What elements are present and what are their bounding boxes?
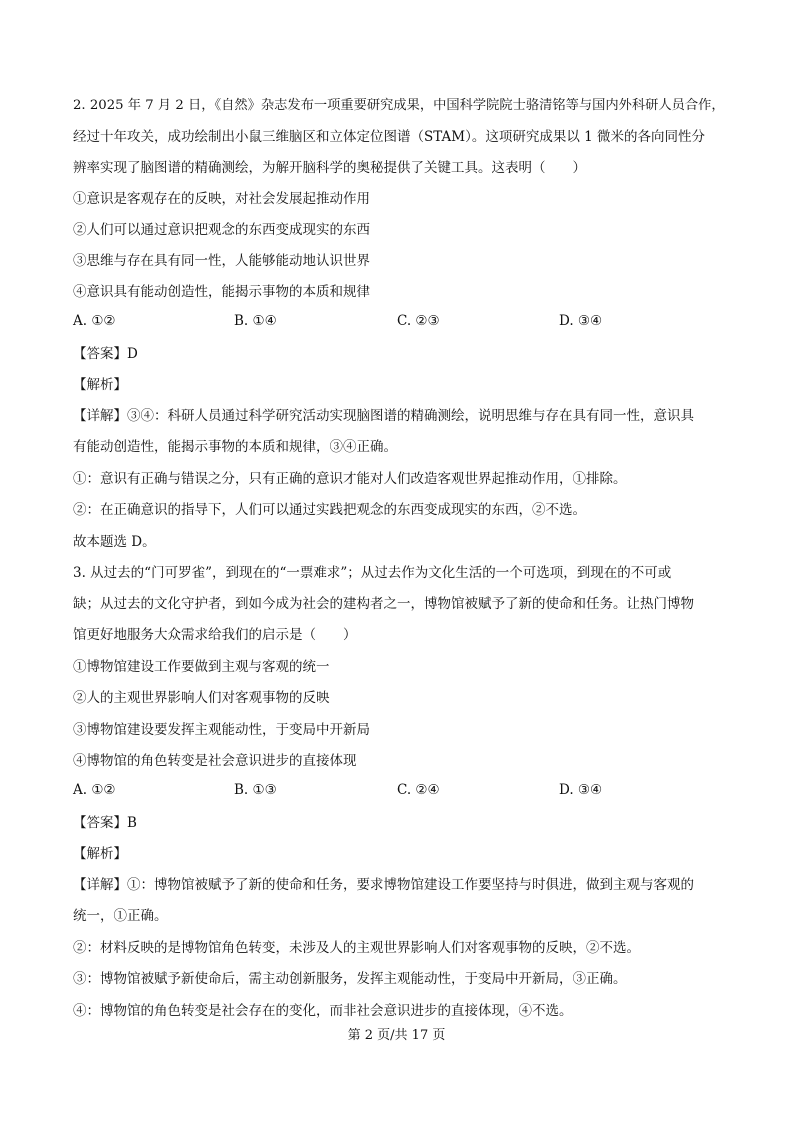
q2-options: [73, 313, 728, 333]
q3-option-c: C. ②④: [397, 782, 440, 798]
q2-answer: 【答案】D: [73, 346, 138, 362]
q3-stem-line-3: 馆更好地服务大众需求给我们的启示是（ ）: [73, 627, 357, 643]
q3-statement-4: ④博物馆的角色转变是社会意识进步的直接体现: [73, 753, 357, 769]
q2-option-c: C. ②③: [397, 313, 440, 329]
q3-answer: 【答案】B: [73, 815, 137, 831]
q2-stem-line-2: 经过十年攻关，成功绘制出小鼠三维脑区和立体定位图谱（STAM）。这项研究成果以 1 微米的各向同性分: [73, 129, 706, 145]
q3-option-a: A. ①②: [73, 782, 116, 798]
q2-explanation-3: ①：意识有正确与错误之分，只有正确的意识才能对人们改造客观世界起推动作用，①排除。: [73, 471, 627, 487]
q2-option-a: A. ①②: [73, 313, 116, 329]
q2-option-b: B. ①④: [234, 313, 277, 329]
q3-statement-3: ③博物馆建设要发挥主观能动性，于变局中开新局: [73, 722, 370, 738]
q3-stem-line-2: 缺；从过去的文化守护者，到如今成为社会的建构者之一，博物馆被赋予了新的使命和任务。让热门博物: [73, 596, 694, 612]
q2-explanation-4: ②：在正确意识的指导下，人们可以通过实践把观念的东西变成现实的东西，②不选。: [73, 502, 586, 518]
q3-statement-2: ②人的主观世界影响人们对客观事物的反映: [73, 690, 330, 706]
q3-statement-1: ①博物馆建设工作要做到主观与客观的统一: [73, 659, 330, 675]
q2-explanation-2: 有能动创造性，能揭示事物的本质和规律，③④正确。: [73, 439, 397, 455]
q3-analysis-label: 【解析】: [73, 846, 127, 862]
q2-stem-line-1: 2. 2025 年 7 月 2 日，《自然》杂志发布一项重要研究成果，中国科学院院士骆清铭等与国内外科研人员合作，: [73, 98, 725, 113]
q2-statement-3: ③思维与存在具有同一性，人能够能动地认识世界: [73, 253, 370, 269]
q3-explanation-1: 【详解】①：博物馆被赋予了新的使命和任务，要求博物馆建设工作要坚持与时俱进，做到主观与客观的: [73, 877, 694, 893]
q3-explanation-2: 统一，①正确。: [73, 908, 168, 924]
q3-options: [73, 782, 728, 802]
q2-stem-line-3: 辨率实现了脑图谱的精确测绘，为解开脑科学的奥秘提供了关键工具。这表明（ ）: [73, 160, 586, 176]
q3-explanation-4: ③：博物馆被赋予新使命后，需主动创新服务，发挥主观能动性，于变局中开新局，③正确。: [73, 971, 627, 987]
q2-explanation-1: 【详解】③④：科研人员通过科学研究活动实现脑图谱的精确测绘，说明思维与存在具有同一性，意识具: [73, 408, 694, 424]
q3-stem-line-1: 3. 从过去的“门可罗雀”，到现在的“一票难求”；从过去作为文化生活的一个可选项，到现在的不可或: [73, 565, 672, 581]
q3-explanation-5: ④：博物馆的角色转变是社会存在的变化，而非社会意识进步的直接体现，④不选。: [73, 1003, 573, 1019]
q2-statement-4: ④意识具有能动创造性，能揭示事物的本质和规律: [73, 284, 370, 300]
q3-option-b: B. ①③: [234, 782, 277, 798]
q2-option-d: D. ③④: [559, 313, 603, 329]
q2-statement-1: ①意识是客观存在的反映，对社会发展起推动作用: [73, 191, 370, 207]
q2-conclusion: 故本题选 D。: [73, 534, 156, 550]
q3-explanation-3: ②：材料反映的是博物馆角色转变，未涉及人的主观世界影响人们对客观事物的反映，②不选。: [73, 940, 640, 956]
q3-option-d: D. ③④: [559, 782, 603, 798]
q2-statement-2: ②人们可以通过意识把观念的东西变成现实的东西: [73, 222, 370, 238]
page-footer: 第 2 页/共 17 页: [347, 1028, 446, 1043]
q2-analysis-label: 【解析】: [73, 377, 127, 393]
